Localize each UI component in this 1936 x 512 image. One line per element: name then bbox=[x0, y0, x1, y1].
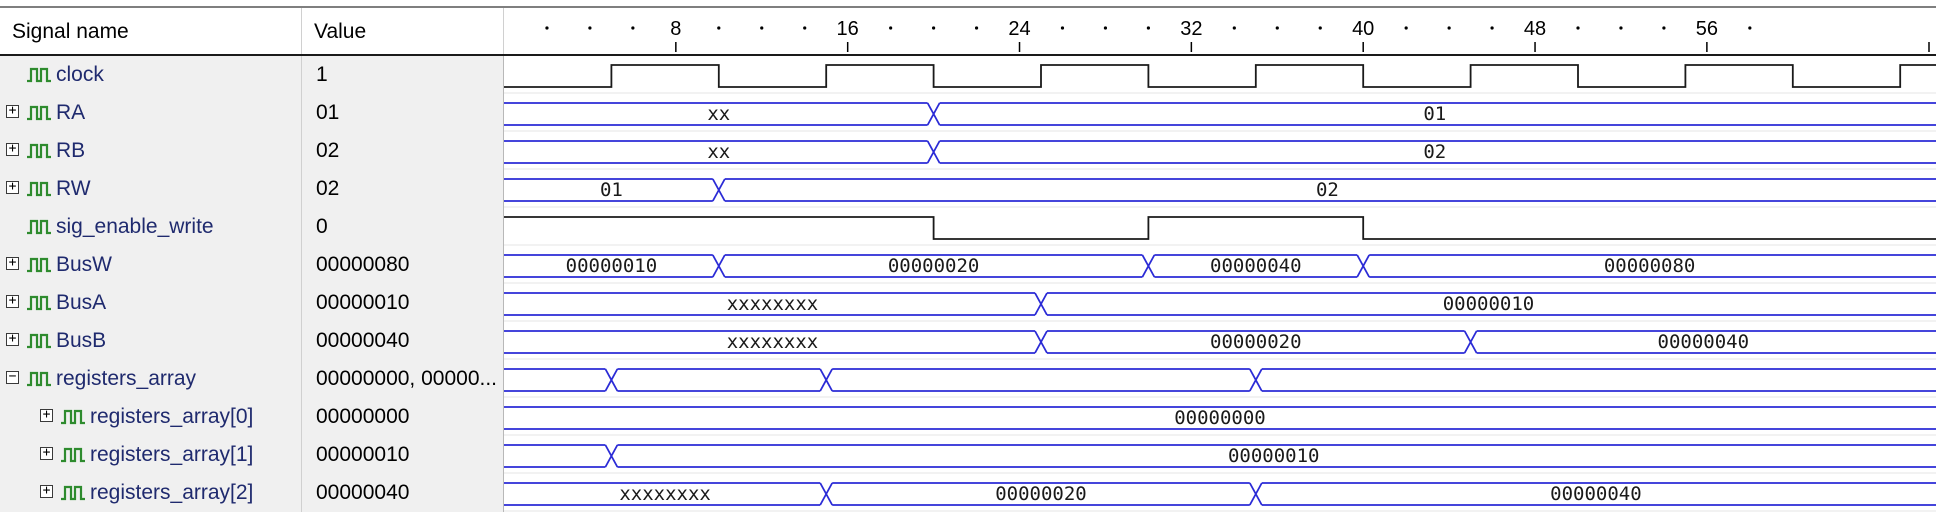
timeline-minor-dot bbox=[975, 26, 978, 29]
signal-name-cell[interactable] bbox=[0, 56, 302, 94]
signal-row-registers-array0[interactable] bbox=[0, 398, 504, 436]
bus-value-label: 00000010 bbox=[565, 255, 658, 277]
bus-segment bbox=[504, 369, 605, 391]
signal-name-cell[interactable] bbox=[0, 284, 302, 322]
signal-value-cell: 00000000, 00000... bbox=[302, 360, 504, 398]
expand-icon[interactable]: + bbox=[6, 105, 19, 118]
bus-transition bbox=[928, 103, 940, 125]
signal-waveform-icon bbox=[26, 104, 52, 122]
signal-waveform-icon bbox=[26, 370, 52, 388]
timeline-tick-label: 40 bbox=[1352, 18, 1375, 40]
expand-icon[interactable]: + bbox=[6, 295, 19, 308]
bus-transition bbox=[1357, 255, 1369, 277]
signal-row-registers-array[interactable] bbox=[0, 360, 504, 398]
signal-row-RB[interactable] bbox=[0, 132, 504, 170]
signal-value-cell: 00000040 bbox=[302, 322, 504, 360]
signal-name-label: sig_enable_write bbox=[56, 215, 214, 238]
signal-row-clock[interactable] bbox=[0, 56, 504, 94]
expand-icon[interactable]: + bbox=[6, 257, 19, 270]
signal-waveform-icon bbox=[26, 256, 52, 274]
signal-waveform-icon bbox=[26, 142, 52, 160]
signal-value-cell: 01 bbox=[302, 94, 504, 132]
bus-value-label: xxxxxxxx bbox=[726, 293, 819, 315]
bus-transition bbox=[820, 369, 832, 391]
signal-value-cell: 00000010 bbox=[302, 436, 504, 474]
signal-value-cell: 02 bbox=[302, 132, 504, 170]
expand-icon[interactable]: + bbox=[40, 485, 53, 498]
signal-name-column-header[interactable]: Signal name bbox=[0, 8, 302, 56]
bus-transition bbox=[713, 255, 725, 277]
bus-value-label: 00000020 bbox=[1210, 331, 1302, 353]
timeline-minor-dot bbox=[889, 26, 892, 29]
signal-waveform-icon bbox=[60, 408, 86, 426]
timeline-minor-dot bbox=[803, 26, 806, 29]
bus-value-label: 02 bbox=[1423, 141, 1447, 163]
timeline-minor-dot bbox=[1490, 26, 1493, 29]
signal-name-cell[interactable] bbox=[0, 208, 302, 246]
signal-value-cell: 0 bbox=[302, 208, 504, 246]
signal-name-label: registers_array[0] bbox=[90, 405, 254, 428]
bus-segment bbox=[832, 369, 1250, 391]
signal-name-cell[interactable] bbox=[0, 94, 302, 132]
timeline-minor-dot bbox=[932, 26, 935, 29]
signal-row-RW[interactable] bbox=[0, 170, 504, 208]
signal-name-label: RA bbox=[56, 101, 86, 124]
signal-waveform-icon bbox=[26, 180, 52, 198]
signal-name-label: BusA bbox=[56, 291, 107, 314]
signal-value-cell: 1 bbox=[302, 56, 504, 94]
expand-icon[interactable]: + bbox=[6, 181, 19, 194]
bus-transition bbox=[1465, 331, 1477, 353]
signal-name-label: registers_array bbox=[56, 367, 197, 390]
timeline-minor-dot bbox=[717, 26, 720, 29]
signal-waveform-icon bbox=[60, 446, 86, 464]
timeline-ruler bbox=[504, 8, 1936, 56]
signal-name-cell[interactable] bbox=[0, 170, 302, 208]
expand-icon[interactable]: + bbox=[6, 333, 19, 346]
bus-value-label: xx bbox=[707, 141, 731, 163]
signal-value-cell: 00000010 bbox=[302, 284, 504, 322]
timeline-minor-dot bbox=[588, 26, 591, 29]
timeline-minor-dot bbox=[1147, 26, 1150, 29]
bus-value-label: xxxxxxxx bbox=[726, 331, 819, 353]
timeline-minor-dot bbox=[1061, 26, 1064, 29]
timeline-tick-label: 24 bbox=[1008, 18, 1031, 40]
clock-waveform bbox=[504, 65, 1936, 87]
signal-value-cell: 00000040 bbox=[302, 474, 504, 512]
bus-transition bbox=[928, 141, 940, 163]
timeline-minor-dot bbox=[1405, 26, 1408, 29]
timeline-minor-dot bbox=[1233, 26, 1236, 29]
signal-name-label: BusB bbox=[56, 329, 107, 352]
signal-row-BusB[interactable] bbox=[0, 322, 504, 360]
signal-name-label: clock bbox=[56, 63, 104, 86]
signal-name-label: registers_array[1] bbox=[90, 443, 254, 466]
signal-name-cell[interactable] bbox=[0, 474, 302, 512]
bus-transition bbox=[605, 369, 617, 391]
value-column-header[interactable]: Value bbox=[302, 8, 504, 56]
bus-value-label: 00000010 bbox=[1227, 445, 1320, 467]
signal-row-BusA[interactable] bbox=[0, 284, 504, 322]
timeline-minor-dot bbox=[1662, 26, 1665, 29]
bus-value-label: 00000010 bbox=[1442, 293, 1535, 315]
bus-segment bbox=[617, 369, 820, 391]
bus-transition bbox=[605, 445, 617, 467]
signal-row-sig-enable-write[interactable] bbox=[0, 208, 504, 246]
bus-value-label: 00000040 bbox=[1657, 331, 1750, 353]
timeline-tick-label: 32 bbox=[1180, 18, 1203, 40]
timeline-minor-dot bbox=[1619, 26, 1622, 29]
bus-value-label: 00000040 bbox=[1210, 255, 1302, 277]
timeline-minor-dot bbox=[760, 26, 763, 29]
bus-transition bbox=[713, 179, 725, 201]
bus-value-label: 00000080 bbox=[1603, 255, 1696, 277]
bus-value-label: 00000020 bbox=[887, 255, 980, 277]
header-divider bbox=[0, 54, 1936, 56]
bus-value-label: 00000000 bbox=[1174, 407, 1266, 429]
signal-name-cell[interactable] bbox=[0, 322, 302, 360]
bus-segment bbox=[1262, 369, 1936, 391]
signal-name-cell[interactable] bbox=[0, 246, 302, 284]
signal-row-BusW[interactable] bbox=[0, 246, 504, 284]
timeline-minor-dot bbox=[1576, 26, 1579, 29]
signal-name-cell[interactable] bbox=[0, 436, 302, 474]
signal-row-registers-array1[interactable] bbox=[0, 436, 504, 474]
timeline-minor-dot bbox=[1104, 26, 1107, 29]
signal-waveform-icon bbox=[60, 484, 86, 502]
bus-value-label: 00000040 bbox=[1550, 483, 1642, 505]
signal-name-cell[interactable] bbox=[0, 132, 302, 170]
timeline-minor-dot bbox=[545, 26, 548, 29]
timeline-tick-label: 8 bbox=[670, 18, 682, 40]
signal-name-label: registers_array[2] bbox=[90, 481, 254, 504]
bus-transition bbox=[820, 483, 832, 505]
signal-name-label: RB bbox=[56, 139, 86, 162]
timeline-minor-dot bbox=[631, 26, 634, 29]
signal-waveform-icon bbox=[26, 332, 52, 350]
timeline-tick-label: 56 bbox=[1695, 18, 1719, 40]
bus-value-label: 01 bbox=[1423, 103, 1447, 125]
signal-name-label: RW bbox=[56, 177, 91, 200]
expand-icon[interactable]: + bbox=[40, 409, 53, 422]
collapse-icon[interactable]: − bbox=[6, 371, 19, 384]
bus-transition bbox=[1035, 331, 1047, 353]
signal-waveform-icon bbox=[26, 294, 52, 312]
timeline-minor-dot bbox=[1448, 26, 1451, 29]
window-top-edge bbox=[0, 0, 1936, 8]
signal-name-label: BusW bbox=[56, 253, 113, 276]
signal-row-RA[interactable] bbox=[0, 94, 504, 132]
bus-segment bbox=[504, 445, 605, 467]
timeline-minor-dot bbox=[1319, 26, 1322, 29]
signal-value-cell: 00000080 bbox=[302, 246, 504, 284]
bus-transition bbox=[1142, 255, 1154, 277]
signal-value-cell: 02 bbox=[302, 170, 504, 208]
bus-value-label: 01 bbox=[599, 179, 623, 201]
bus-value-label: xxxxxxxx bbox=[619, 483, 711, 505]
expand-icon[interactable]: + bbox=[6, 143, 19, 156]
bus-value-label: 02 bbox=[1315, 179, 1339, 201]
signal-value-cell: 00000000 bbox=[302, 398, 504, 436]
signal-row-registers-array2[interactable] bbox=[0, 474, 504, 512]
bus-transition bbox=[1035, 293, 1047, 315]
bus-value-label: xx bbox=[707, 103, 731, 125]
bus-transition bbox=[1250, 369, 1262, 391]
signal-name-cell[interactable] bbox=[0, 360, 302, 398]
signal-name-cell[interactable] bbox=[0, 398, 302, 436]
bus-value-label: 00000020 bbox=[995, 483, 1087, 505]
timeline-minor-dot bbox=[1748, 26, 1751, 29]
bus-transition bbox=[1250, 483, 1262, 505]
timeline-tick-label: 16 bbox=[836, 18, 859, 40]
timeline-tick-label: 48 bbox=[1523, 18, 1547, 40]
expand-icon[interactable]: + bbox=[40, 447, 53, 460]
waveform-panel[interactable] bbox=[504, 8, 1936, 512]
timeline-minor-dot bbox=[1276, 26, 1279, 29]
bit-waveform bbox=[504, 217, 1936, 239]
signal-waveform-icon bbox=[26, 66, 52, 84]
signal-waveform-icon bbox=[26, 218, 52, 236]
